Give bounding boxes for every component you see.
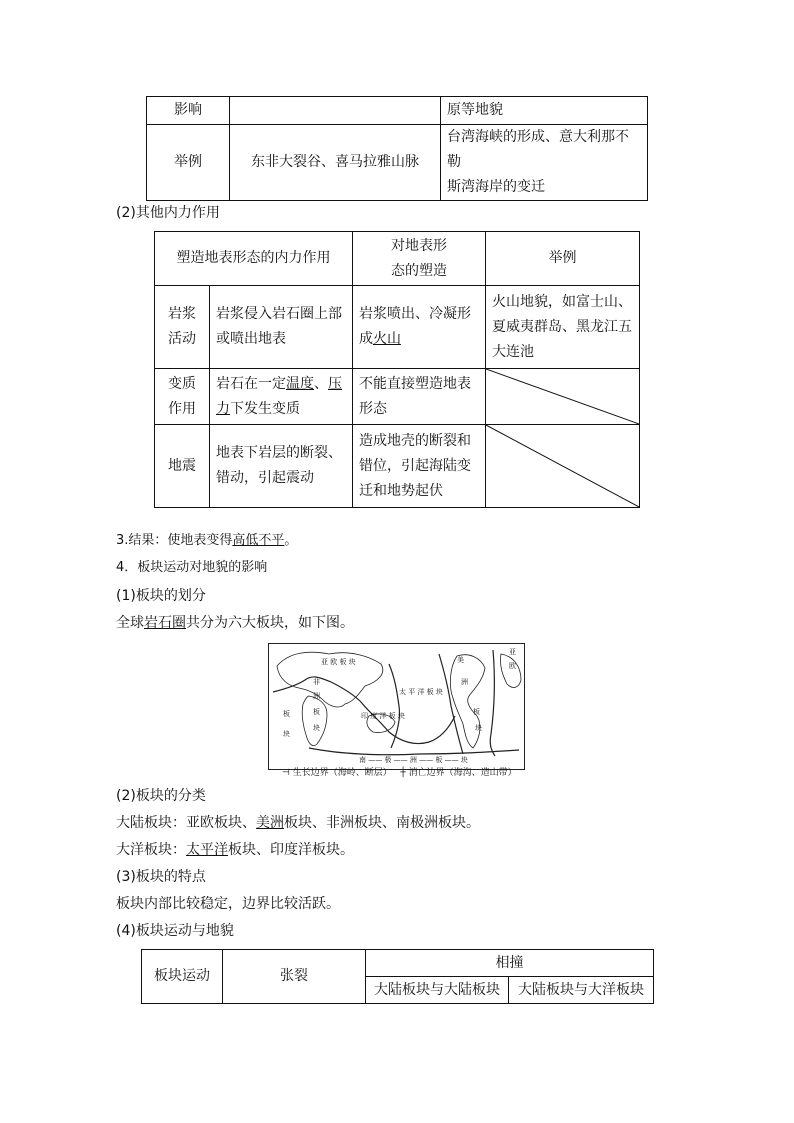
table-row bbox=[142, 950, 654, 977]
cell-line: 地表下岩层的断裂、 bbox=[216, 445, 342, 461]
cell-line bbox=[216, 372, 346, 397]
table-cell: 地震 bbox=[155, 425, 210, 508]
cell-line: 岩浆 bbox=[168, 306, 196, 322]
underlined-answer: 力 bbox=[216, 400, 230, 417]
cell-line: 迁和地势起伏 bbox=[358, 482, 443, 499]
table-header-cell: 大陆板块与大洋板块 bbox=[509, 977, 654, 1004]
cell-line: 夏威夷群岛、黑龙江五 bbox=[491, 318, 632, 335]
cell-line: 对地表形 bbox=[390, 237, 447, 254]
cell-line: 或喷出地表 bbox=[216, 331, 286, 347]
underlined-answer: 太平洋 bbox=[186, 842, 228, 858]
label-africa: 非 bbox=[313, 678, 320, 686]
label-america: 美 bbox=[457, 656, 464, 664]
paragraph bbox=[116, 813, 480, 833]
table-plate-motion bbox=[141, 949, 654, 1004]
table-header-cell: 举例 bbox=[485, 232, 639, 286]
text: 板块、非洲板块、南极洲板块。 bbox=[284, 815, 480, 831]
table-cell bbox=[155, 286, 210, 369]
section-heading: (2)其他内力作用 bbox=[116, 205, 220, 221]
cell-line: 活动 bbox=[168, 331, 196, 347]
table-cell bbox=[352, 425, 485, 508]
empty-diagonal-cell bbox=[485, 369, 639, 425]
growth-boundary-icon: ⊣ bbox=[282, 768, 290, 778]
underlined-answer: 压 bbox=[328, 375, 342, 392]
plate-map bbox=[268, 643, 525, 770]
table-header-cell bbox=[352, 232, 485, 286]
table-cell bbox=[210, 286, 353, 369]
text: 。 bbox=[284, 533, 298, 548]
table-cell bbox=[210, 369, 353, 425]
cell-line: 火山地貌，如富士山、 bbox=[491, 293, 632, 310]
table-cell bbox=[485, 286, 639, 369]
label-america: 洲 bbox=[461, 678, 468, 686]
underlined-answer: 火山 bbox=[372, 331, 401, 347]
text: 3.结果：使地表变得 bbox=[116, 533, 233, 548]
label-africa: 块 bbox=[313, 724, 320, 732]
table-row bbox=[155, 232, 640, 286]
sub-heading: (3)板块的特点 bbox=[116, 869, 206, 885]
eurasia-right-outline bbox=[500, 654, 521, 687]
table-cell bbox=[230, 97, 441, 125]
table-cell: 原等地貌 bbox=[441, 97, 648, 125]
table-header-cell: 塑造地表形态的内力作用 bbox=[155, 232, 353, 286]
table-row bbox=[155, 286, 640, 369]
cell-line: 错动，引起震动 bbox=[216, 470, 314, 486]
result-line bbox=[116, 531, 297, 551]
diagonal-line bbox=[486, 425, 639, 507]
label-america: 板 bbox=[473, 708, 480, 716]
table-header-cell: 板块运动 bbox=[142, 950, 223, 1004]
text: 共分为六大板块，如下图。 bbox=[186, 615, 354, 631]
cell-line: 作用 bbox=[168, 400, 196, 417]
label-left: 块 bbox=[283, 730, 290, 738]
underlined-answer: 岩石圈 bbox=[144, 615, 186, 631]
cell-line bbox=[359, 327, 479, 352]
africa-outline bbox=[302, 696, 327, 746]
paragraph bbox=[116, 840, 354, 860]
cell-line: 大连池 bbox=[491, 343, 534, 360]
table-header-cell: 大陆板块与大陆板块 bbox=[366, 977, 509, 1004]
text: 岩石在一定 bbox=[216, 375, 286, 392]
table-row bbox=[155, 369, 640, 425]
cell-line: 岩浆喷出、冷凝形 bbox=[358, 306, 471, 322]
sub-heading: (2)板块的分类 bbox=[116, 788, 206, 804]
label-pacific-plate: 太 平 洋 板 块 bbox=[399, 688, 443, 696]
empty-diagonal-cell bbox=[485, 425, 639, 508]
table-cell bbox=[210, 425, 353, 508]
table-cell bbox=[155, 369, 210, 425]
sub-heading: (4)板块运动与地貌 bbox=[116, 923, 234, 939]
legend-growth: 生长边界（海岭、断层） bbox=[292, 768, 392, 778]
table-landform-effects bbox=[146, 96, 648, 201]
destroy-boundary-icon: ┼ bbox=[400, 768, 406, 778]
text: 、 bbox=[314, 375, 328, 392]
sub-heading: (1)板块的划分 bbox=[116, 588, 206, 604]
underlined-answer: 高低不平 bbox=[232, 533, 285, 548]
table-cell: 举例 bbox=[147, 125, 230, 201]
cell-line: 台湾海峡的形成、意大利那不勒 bbox=[447, 129, 629, 170]
label-antarctic-plate: 南 —— 极 —— 洲 —— 板 —— 块 bbox=[359, 756, 468, 764]
plate-boundary-line bbox=[439, 654, 463, 754]
text: 大洋板块： bbox=[116, 842, 186, 858]
cell-line: 不能直接塑造地表 bbox=[358, 375, 471, 392]
section-heading: 4．板块运动对地貌的影响 bbox=[116, 560, 268, 575]
cell-line: 态的塑造 bbox=[390, 262, 447, 279]
label-eurasian-plate: 亚 欧 板 块 bbox=[321, 658, 356, 666]
cell-line bbox=[216, 397, 346, 422]
cell-line: 错位，引起海陆变 bbox=[358, 457, 471, 474]
table-cell bbox=[441, 125, 648, 201]
table-header-cell: 张裂 bbox=[223, 950, 366, 1004]
map-legend bbox=[282, 765, 517, 778]
legend-destroy: 消亡边界（海沟、造山带） bbox=[408, 768, 517, 778]
underlined-answer: 温度 bbox=[286, 375, 314, 392]
text: 全球 bbox=[116, 615, 144, 631]
plate-map-drawing bbox=[269, 644, 524, 769]
paragraph: 板块内部比较稳定，边界比较活跃。 bbox=[116, 896, 340, 912]
paragraph bbox=[116, 613, 354, 633]
label-right: 欧 bbox=[509, 662, 516, 670]
plate-boundary-line bbox=[309, 748, 519, 755]
cell-line: 变质 bbox=[168, 375, 196, 392]
text: 成 bbox=[358, 331, 373, 347]
label-left: 板 bbox=[283, 710, 290, 718]
table-cell: 影响 bbox=[147, 97, 230, 125]
table-row bbox=[147, 97, 648, 125]
label-america: 块 bbox=[475, 724, 482, 732]
label-right: 亚 bbox=[509, 648, 516, 656]
table-cell: 东非大裂谷、喜马拉雅山脉 bbox=[230, 125, 441, 201]
table-internal-forces bbox=[154, 231, 640, 508]
cell-line: 斯湾海岸的变迁 bbox=[447, 179, 545, 195]
cell-line: 形态 bbox=[358, 400, 387, 417]
cell-line: 岩浆侵入岩石圈上部 bbox=[216, 306, 342, 322]
text: 板块、印度洋板块。 bbox=[228, 842, 354, 858]
america-outline bbox=[450, 655, 485, 748]
table-cell bbox=[352, 286, 485, 369]
text: 大陆板块：亚欧板块、 bbox=[116, 815, 256, 831]
table-row bbox=[155, 425, 640, 508]
table-header-cell: 相撞 bbox=[366, 950, 654, 977]
cell-line: 造成地壳的断裂和 bbox=[358, 432, 471, 449]
underlined-answer: 美洲 bbox=[256, 815, 284, 831]
label-africa: 洲 bbox=[313, 692, 320, 700]
plate-boundary-line bbox=[490, 650, 495, 756]
table-cell bbox=[352, 369, 485, 425]
diagonal-line bbox=[486, 369, 639, 424]
text: 下发生变质 bbox=[230, 400, 300, 417]
table-row bbox=[147, 125, 648, 201]
label-africa: 板 bbox=[313, 708, 320, 716]
label-indian-plate: 印 度 洋 板 块 bbox=[361, 712, 405, 720]
